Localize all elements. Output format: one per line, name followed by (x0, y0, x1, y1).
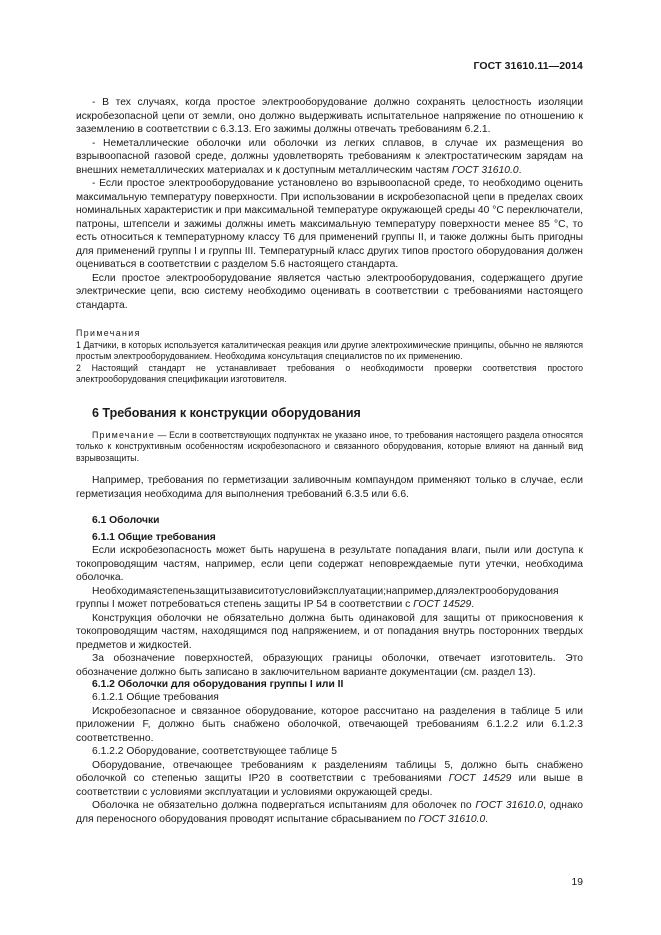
notes-heading: Примечания (76, 328, 141, 338)
text: . (485, 813, 489, 825)
paragraph: Искробезопасное и связанное оборудование, которое рассчитано на разделения в таблице 5 или приложении F, должно быть снабжено оболочкой, отвечающей требованиям 6.1.2.2 или 6.1.2.3 соответственно. (76, 705, 583, 744)
page-number: 19 (571, 877, 583, 888)
section-6-title: 6 Требования к конструкции оборудования (92, 405, 361, 420)
section-6-note (76, 430, 583, 465)
standard-reference: ГОСТ 14529 (448, 773, 512, 785)
text: Оборудование, отвечающее требованиям к разделениям таблицы 5, должно быть снабжено оболочкой со степенью защиты IP20 в соответствии с требованиями (76, 759, 583, 785)
paragraph: Если искробезопасность может быть нарушена в результате попадания влаги, пыли или доступа к токопроводящим частям, например, если цепи содержат неповреждаемые пути утечки, необходима оболочка. (76, 545, 583, 584)
standard-code: ГОСТ 31610.11—2014 (473, 60, 583, 72)
standard-reference: ГОСТ 31610.0 (475, 800, 544, 812)
paragraph: - В тех случаях, когда простое электрооборудование должно сохранять целостность изоляции искробезопасной цепи от земли, оно должно выдерживать испытательное напряжение по отношению к заземлению в соответствии с 6.3.13. Его зажимы должны отвечать требованиям 6.2.1. (76, 97, 583, 135)
section-6-1-2-1-title: 6.1.2.1 Общие требования (92, 692, 219, 704)
section-6-1-2-2-title: 6.1.2.2 Оборудование, соответствующее таблице 5 (92, 746, 337, 758)
paragraph: Конструкция оболочки не обязательно должна быть одинаковой для защиты от прикосновения к токопроводящим частям, находящимся под напряжением, и от попадания внутрь посторонних твердых предметов и жидкостей. (76, 612, 583, 651)
note-2: 2 Настоящий стандарт не устанавливает требования о необходимости проверки соответствия простого электрооборудования спецификации изготовителя. (76, 362, 583, 384)
paragraph (76, 585, 583, 612)
paragraph: За обозначение поверхностей, образующих границы оболочки, отвечает изготовитель. Это обозначение должно быть записано в заключительном варианте документации (см. раздел 13). (76, 653, 583, 678)
paragraph (76, 759, 583, 800)
text: Необходимаястепеньзащитызависитотусловийэксплуатации;например,дляэлектрооборудования группы I может потребоваться степень защиты IP 54 в соответствии с (76, 585, 559, 611)
paragraph: Если простое электрооборудование является частью электрооборудования, содержащего другие электрические цепи, всю систему необходимо оценивать в соответствии с требованиями настоящего стандарта. (76, 272, 583, 311)
paragraph (76, 137, 583, 178)
section-6-1-title: 6.1 Оболочки (92, 515, 160, 527)
page-body (76, 96, 583, 826)
standard-reference: ГОСТ 31610.0 (418, 813, 486, 825)
note-1: 1 Датчики, в которых используется каталитическая реакция или другие электрохимические принципы, обычно не являются простым электрооборудованием. Необходима консультация специалистов по их применению. (76, 339, 583, 361)
note-label: Примечание (92, 429, 155, 440)
paragraph: Например, требования по герметизации заливочным компаундом применяют только в случае, если герметизация необходима для выполнения требований 6.3.5 или 6.6. (76, 475, 583, 500)
paragraph: - Если простое электрооборудование установлено во взрывоопасной среде, то необходимо оценить максимальную температуру поверхности. При использовании в искробезопасной цепи в пределах своих номинальных характеристик и при максимальной температуре окружающей среды 40 °С переключатели, патроны, штепсели и зажимы должны иметь максимальную температуру поверхности менее 85 °С, то есть относиться к температурному классу Т6 для применений группы II, и также должны быть пригодны для применений группы I и группы III. Температурный класс других типов простого оборудования должен оцениваться в соответствии с разделом 5.6 настоящего стандарта. (76, 178, 583, 270)
text: . (471, 599, 475, 611)
text: . (518, 164, 522, 176)
note-text: — Если в соответствующих подпунктах не указано иное, то требования настоящего раздела относятся только к конструктивным особенностям искробезопасного и связанного оборудования, которые влияют на данный вид взрывозащиты. (76, 429, 583, 463)
text: , однако для переносного оборудования проводят испытание сбрасыванием по (76, 800, 584, 825)
section-6-1-1-title: 6.1.1 Общие требования (92, 532, 216, 544)
section-6-1-2-title: 6.1.2 Оболочки для оборудования группы I или II (92, 679, 344, 691)
standard-reference: ГОСТ 14529 (413, 599, 472, 611)
text: или выше в соответствии с условиями эксплуатации и условиями окружающей среды. (76, 773, 583, 798)
paragraph (76, 799, 583, 826)
text: Оболочка не обязательно должна подвергаться испытаниям для оболочек по (92, 800, 476, 812)
text: - Неметаллические оболочки или оболочки из легких сплавов, в случае их размещения во взрывоопасной газовой среде, должны удовлетворять требованиям к электростатическим зарядам на внешних неметаллических материалах и к доступным металлическим частям (76, 137, 583, 176)
standard-reference: ГОСТ 31610.0 (451, 164, 519, 176)
